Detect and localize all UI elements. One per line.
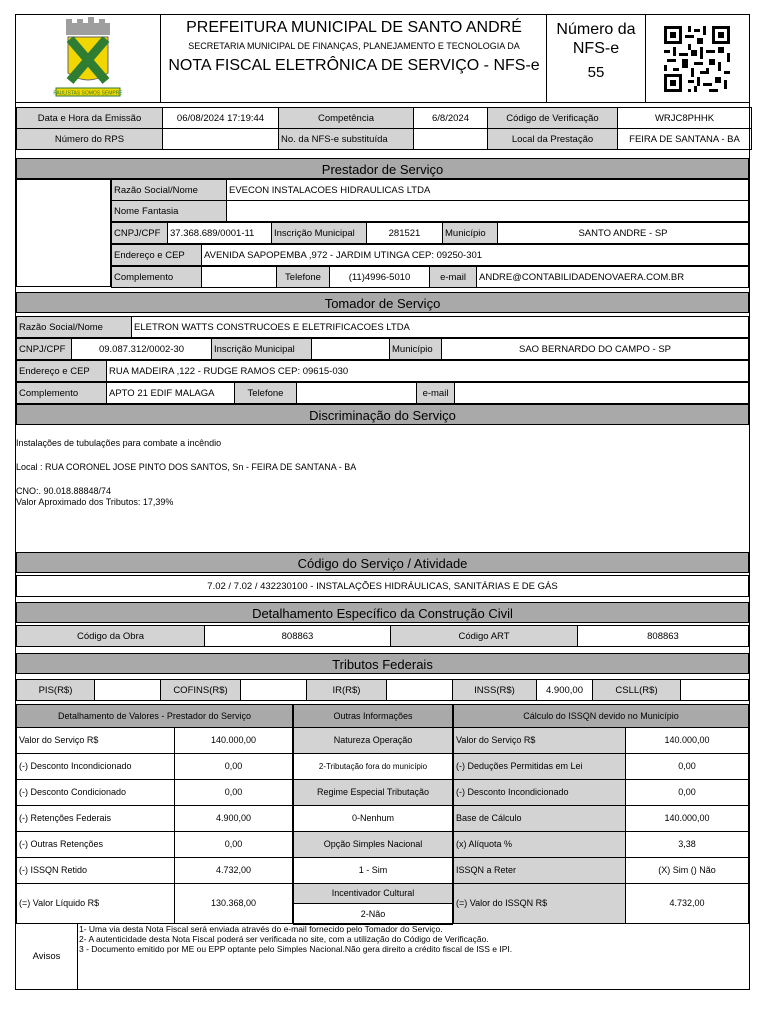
- document-title: NOTA FISCAL ELETRÔNICA DE SERVIÇO - NFS-e: [168, 57, 540, 74]
- issqn-desconto-label: (-) Desconto Incondicionado: [454, 780, 626, 806]
- tomador-cnpj: 09.087.312/0002-30: [72, 339, 212, 360]
- valor-liquido: 130.368,00: [175, 884, 293, 924]
- discriminacao-section-title: Discriminação do Serviço: [16, 404, 749, 425]
- csll-label: CSLL(R$): [593, 680, 681, 701]
- construcao-row: [16, 625, 749, 647]
- prefeitura-title: PREFEITURA MUNICIPAL DE SANTO ANDRÉ: [186, 19, 522, 36]
- substituida-label: No. da NFS-e substituída: [279, 129, 414, 150]
- prestador-endereco-label: Endereço e CEP: [112, 245, 202, 266]
- tomador-cnpj-label: CNPJ/CPF: [17, 339, 72, 360]
- tomador-block: [16, 316, 749, 404]
- csll-value: [681, 680, 749, 701]
- tomador-municipio: SAO BERNARDO DO CAMPO - SP: [442, 339, 749, 360]
- rps-value: [163, 129, 279, 150]
- tomador-telefone-label: Telefone: [235, 383, 297, 404]
- deducoes-label: (-) Deduções Permitidas em Lei: [454, 754, 626, 780]
- prestador-block: [16, 179, 749, 287]
- prestador-complemento: [202, 267, 277, 288]
- prestador-razao-label: Razão Social/Nome: [112, 180, 227, 201]
- valor-servico-label: Valor do Serviço R$: [17, 728, 175, 754]
- tomador-email: [455, 383, 749, 404]
- avisos-label: Avisos: [16, 924, 78, 990]
- crown-icon: [66, 17, 110, 35]
- prestador-telefone: (11)4996-5010: [330, 267, 430, 288]
- discriminacao-line-1: Instalações de tubulações para combate a incêndio: [16, 438, 222, 448]
- desconto-incondicionado-label: (-) Desconto Incondicionado: [17, 754, 175, 780]
- tomador-complemento: APTO 21 EDIF MALAGA: [107, 383, 235, 404]
- desconto-condicionado: 0,00: [175, 780, 293, 806]
- prestador-logo-area: [16, 179, 111, 287]
- valor-issqn: 4.732,00: [626, 884, 749, 924]
- tomador-razao-label: Razão Social/Nome: [17, 317, 132, 338]
- nfse-number: 55: [587, 64, 605, 81]
- nfse-number-box: [546, 15, 646, 103]
- issqn-header: Cálculo do ISSQN devido no Município: [454, 705, 749, 728]
- prestador-telefone-label: Telefone: [277, 267, 330, 288]
- discriminacao-line-2: Local : RUA CORONEL JOSE PINTO DOS SANTOS, Sn - FEIRA DE SANTANA - BA: [16, 462, 357, 472]
- outras-retencoes-label: (-) Outras Retenções: [17, 832, 175, 858]
- codigo-servico-value: 7.02 / 7.02 / 432230100 - INSTALAÇÕES HIDRÁULICAS, SANITÁRIAS E DE GÁS: [16, 575, 749, 597]
- codigo-art: 808863: [578, 626, 749, 647]
- substituida-value: [414, 129, 488, 150]
- inss-value: 4.900,00: [537, 680, 593, 701]
- meta-rows: [16, 107, 749, 150]
- issqn-valor-servico-label: Valor do Serviço R$: [454, 728, 626, 754]
- incentivador-cultural-label: Incentivador Cultural: [294, 884, 453, 904]
- retencoes-federais: 4.900,00: [175, 806, 293, 832]
- deducoes: 0,00: [626, 754, 749, 780]
- issqn-reter: (X) Sim () Não: [626, 858, 749, 884]
- ir-value: [387, 680, 453, 701]
- tomador-im-label: Inscrição Municipal: [212, 339, 312, 360]
- prestador-im: 281521: [367, 223, 443, 244]
- valor-liquido-label: (=) Valor Líquido R$: [17, 884, 175, 924]
- regime-especial-label: Regime Especial Tributação: [294, 780, 453, 806]
- codigo-obra-label: Código da Obra: [17, 626, 205, 647]
- avisos-text: [79, 924, 747, 954]
- construcao-section-title: Detalhamento Específico da Construção Civil: [16, 602, 749, 623]
- outras-informacoes-header: Outras Informações: [294, 705, 453, 728]
- tomador-complemento-label: Complemento: [17, 383, 107, 404]
- secretaria-title: SECRETARIA MUNICIPAL DE FINANÇAS, PLANEJAMENTO E TECNOLOGIA DA: [188, 41, 520, 51]
- avisos-block: [16, 923, 749, 989]
- desconto-condicionado-label: (-) Desconto Condicionado: [17, 780, 175, 806]
- competencia-value: 6/8/2024: [414, 108, 488, 129]
- pis-label: PIS(R$): [17, 680, 95, 701]
- nfse-document: [15, 14, 750, 990]
- tomador-razao: ELETRON WATTS CONSTRUCOES E ELETRIFICACOES LTDA: [132, 317, 749, 338]
- header-titles: [162, 15, 546, 103]
- prestador-fantasia: [227, 201, 749, 222]
- issqn-valor-servico: 140.000,00: [626, 728, 749, 754]
- incentivador-cultural: 2-Não: [294, 904, 453, 925]
- rps-label: Número do RPS: [17, 129, 163, 150]
- codigo-art-label: Código ART: [391, 626, 578, 647]
- desconto-incondicionado: 0,00: [175, 754, 293, 780]
- simples-nacional-label: Opção Simples Nacional: [294, 832, 453, 858]
- emissao-label: Data e Hora da Emissão: [17, 108, 163, 129]
- inss-label: INSS(R$): [453, 680, 537, 701]
- natureza-operacao: 2-Tributação fora do município: [294, 754, 453, 780]
- retencoes-federais-label: (-) Retenções Federais: [17, 806, 175, 832]
- discriminacao-line-3: CNO:. 90.018.88848/74: [16, 486, 112, 496]
- cofins-value: [241, 680, 307, 701]
- discriminacao-body: [16, 425, 749, 552]
- issqn-reter-label: ISSQN a Reter: [454, 858, 626, 884]
- prestador-email: ANDRE@CONTABILIDADENOVAERA.COM.BR: [477, 267, 749, 288]
- prestador-complemento-label: Complemento: [112, 267, 202, 288]
- cofins-label: COFINS(R$): [161, 680, 241, 701]
- prestador-endereco: AVENIDA SAPOPEMBA ,972 - JARDIM UTINGA CEP: 09250-301: [202, 245, 749, 266]
- qr-code-icon: [661, 23, 733, 95]
- prestador-im-label: Inscrição Municipal: [272, 223, 367, 244]
- tomador-municipio-label: Município: [390, 339, 442, 360]
- competencia-label: Competência: [279, 108, 414, 129]
- prestador-cnpj-label: CNPJ/CPF: [112, 223, 168, 244]
- detalhamento-header: Detalhamento de Valores - Prestador do Serviço: [17, 705, 293, 728]
- codigo-servico-section-title: Código do Serviço / Atividade: [16, 552, 749, 573]
- base-calculo-label: Base de Cálculo: [454, 806, 626, 832]
- tomador-im: [312, 339, 390, 360]
- local-prestacao-label: Local da Prestação: [488, 129, 618, 150]
- header: [16, 15, 749, 103]
- prestador-fantasia-label: Nome Fantasia: [112, 201, 227, 222]
- prestador-municipio: SANTO ANDRE - SP: [498, 223, 749, 244]
- crest-logo: [16, 15, 161, 103]
- valor-servico: 140.000,00: [175, 728, 293, 754]
- prestador-section-title: Prestador de Serviço: [16, 158, 749, 179]
- regime-especial: 0-Nenhum: [294, 806, 453, 832]
- natureza-operacao-label: Natureza Operação: [294, 728, 453, 754]
- valor-issqn-label: (=) Valor do ISSQN R$: [454, 884, 626, 924]
- issqn-desconto: 0,00: [626, 780, 749, 806]
- nfse-number-label: Número da NFS-e: [556, 21, 636, 57]
- codigo-obra: 808863: [205, 626, 391, 647]
- simples-nacional: 1 - Sim: [294, 858, 453, 884]
- emissao-value: 06/08/2024 17:19:44: [163, 108, 279, 129]
- tomador-section-title: Tomador de Serviço: [16, 292, 749, 313]
- discriminacao-line-4: Valor Aproximado dos Tributos: 17,39%: [16, 497, 174, 507]
- issqn-retido: 4.732,00: [175, 858, 293, 884]
- aliquota-label: (x) Alíquota %: [454, 832, 626, 858]
- aviso-line-2: 2- A autenticidade desta Nota Fiscal poderá ser verificada no site, com a utilização do Código de Verificação.: [79, 934, 489, 944]
- aviso-line-1: 1- Uma via desta Nota Fiscal será enviada através do e-mail fornecido pelo Tomador do Serviço.: [79, 924, 443, 934]
- prestador-razao: EVECON INSTALACOES HIDRAULICAS LTDA: [227, 180, 749, 201]
- tributos-section-title: Tributos Federais: [16, 653, 749, 674]
- outras-retencoes: 0,00: [175, 832, 293, 858]
- tributos-row: [16, 679, 749, 701]
- local-prestacao-value: FEIRA DE SANTANA - BA: [618, 129, 752, 150]
- prestador-email-label: e-mail: [430, 267, 477, 288]
- tomador-endereco-label: Endereço e CEP: [17, 361, 107, 382]
- codigo-verificacao-label: Código de Verificação: [488, 108, 618, 129]
- pis-value: [95, 680, 161, 701]
- ir-label: IR(R$): [307, 680, 387, 701]
- tomador-email-label: e-mail: [417, 383, 455, 404]
- prestador-municipio-label: Município: [443, 223, 498, 244]
- base-calculo: 140.000,00: [626, 806, 749, 832]
- tomador-telefone: [297, 383, 417, 404]
- prestador-cnpj: 37.368.689/0001-11: [168, 223, 272, 244]
- aliquota: 3,38: [626, 832, 749, 858]
- aviso-line-3: 3 - Documento emitido por ME ou EPP optante pelo Simples Nacional.Não gera direito a crédito fiscal de ISS e IPI.: [79, 944, 513, 954]
- codigo-verificacao-value: WRJC8PHHK: [618, 108, 752, 129]
- crest-motto: PAULISTAS SOMOS SEMPRE: [53, 90, 123, 97]
- issqn-retido-label: (-) ISSQN Retido: [17, 858, 175, 884]
- tomador-endereco: RUA MADEIRA ,122 - RUDGE RAMOS CEP: 09615-030: [107, 361, 749, 382]
- shield-icon: [68, 37, 108, 81]
